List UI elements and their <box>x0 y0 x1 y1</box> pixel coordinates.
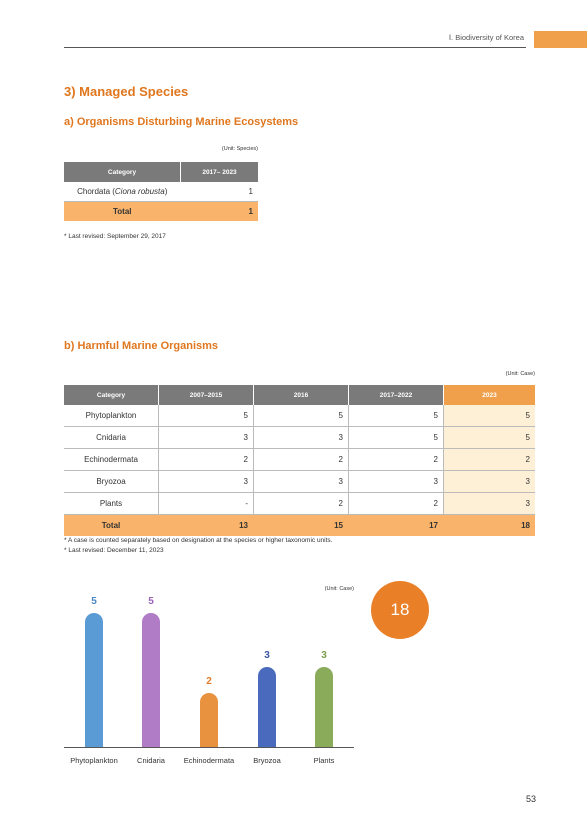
total-value: 17 <box>349 515 444 537</box>
value-cell: 2 <box>254 449 349 471</box>
total-value: 18 <box>444 515 536 537</box>
bar-value-label: 3 <box>264 649 270 661</box>
total-label: Total <box>64 515 159 537</box>
part-b-note: * A case is counted separately based on designation at the species or higher taxonomic units. <box>64 537 333 544</box>
value-cell: - <box>159 493 254 515</box>
category-cell: Plants <box>64 493 159 515</box>
value-cell: 2 <box>349 449 444 471</box>
column-header: 2023 <box>444 385 536 405</box>
value-cell: 3 <box>254 427 349 449</box>
part-b-note: * Last revised: December 11, 2023 <box>64 547 164 554</box>
x-tick-label: Bryozoa <box>253 756 281 765</box>
column-header: 2017–2022 <box>349 385 444 405</box>
total-row <box>64 515 535 537</box>
bar-value-label: 2 <box>206 676 212 688</box>
harmful-organisms-table <box>64 385 535 536</box>
value-cell: 5 <box>444 427 536 449</box>
organisms-disturbing-table <box>64 162 258 221</box>
part-b-title: b) Harmful Marine Organisms <box>64 340 219 352</box>
category-cell: Echinodermata <box>64 449 159 471</box>
part-a-unit: (Unit: Species) <box>221 146 258 152</box>
table-row <box>64 449 535 471</box>
column-header: 2017– 2023 <box>181 162 259 182</box>
table-row <box>64 493 535 515</box>
bar-value-label: 5 <box>91 596 97 607</box>
column-header: 2007–2015 <box>159 385 254 405</box>
part-b-unit: (Unit: Case) <box>505 371 535 377</box>
value-cell: 5 <box>349 405 444 427</box>
value-cell: 3 <box>444 471 536 493</box>
value-cell: 3 <box>159 471 254 493</box>
category-cell: Bryozoa <box>64 471 159 493</box>
column-header: 2016 <box>254 385 349 405</box>
bar-value-label: 3 <box>321 649 327 661</box>
table-row <box>64 471 535 493</box>
section-title: 3) Managed Species <box>64 84 189 99</box>
value-cell: 5 <box>349 427 444 449</box>
column-header: Category <box>64 162 181 182</box>
value-cell: 3 <box>444 493 536 515</box>
header-rule <box>64 47 526 48</box>
x-tick-label: Echinodermata <box>183 756 235 765</box>
value-cell: 5 <box>254 405 349 427</box>
total-value: 13 <box>159 515 254 537</box>
chart-unit: (Unit: Case) <box>324 586 354 592</box>
total-value: 15 <box>254 515 349 537</box>
bar <box>142 613 160 747</box>
bar <box>85 613 103 747</box>
value-cell: 5 <box>159 405 254 427</box>
table-row <box>64 405 535 427</box>
total-badge: 18 <box>371 581 429 639</box>
value-cell: 2 <box>254 493 349 515</box>
value-cell: 3 <box>349 471 444 493</box>
total-label: Total <box>64 202 181 222</box>
value-cell: 2 <box>444 449 536 471</box>
column-header: Category <box>64 385 159 405</box>
header-section-label: Ⅰ. Biodiversity of Korea <box>448 33 524 42</box>
table-row <box>64 427 535 449</box>
bar <box>315 667 333 747</box>
category-cell: Phytoplankton <box>64 405 159 427</box>
category-cell: Chordata (Ciona robusta) <box>64 182 181 202</box>
value-cell: 5 <box>444 405 536 427</box>
bar <box>200 693 218 747</box>
value-cell: 2 <box>349 493 444 515</box>
x-tick-label: Plants <box>313 756 335 765</box>
chart-baseline <box>64 747 354 748</box>
value-cell: 3 <box>159 427 254 449</box>
x-tick-label: Cnidaria <box>137 756 165 765</box>
part-a-title: a) Organisms Disturbing Marine Ecosystems <box>64 116 299 128</box>
page-number: 53 <box>525 794 536 804</box>
part-a-note: * Last revised: September 29, 2017 <box>64 233 166 240</box>
x-tick-label: Phytoplankton <box>70 756 118 765</box>
value-cell: 1 <box>181 182 259 202</box>
bar <box>258 667 276 747</box>
value-cell: 3 <box>254 471 349 493</box>
category-cell: Cnidaria <box>64 427 159 449</box>
value-cell: 2 <box>159 449 254 471</box>
header-tab <box>534 31 587 48</box>
bar-value-label: 5 <box>148 596 154 607</box>
total-value: 1 <box>181 202 259 222</box>
